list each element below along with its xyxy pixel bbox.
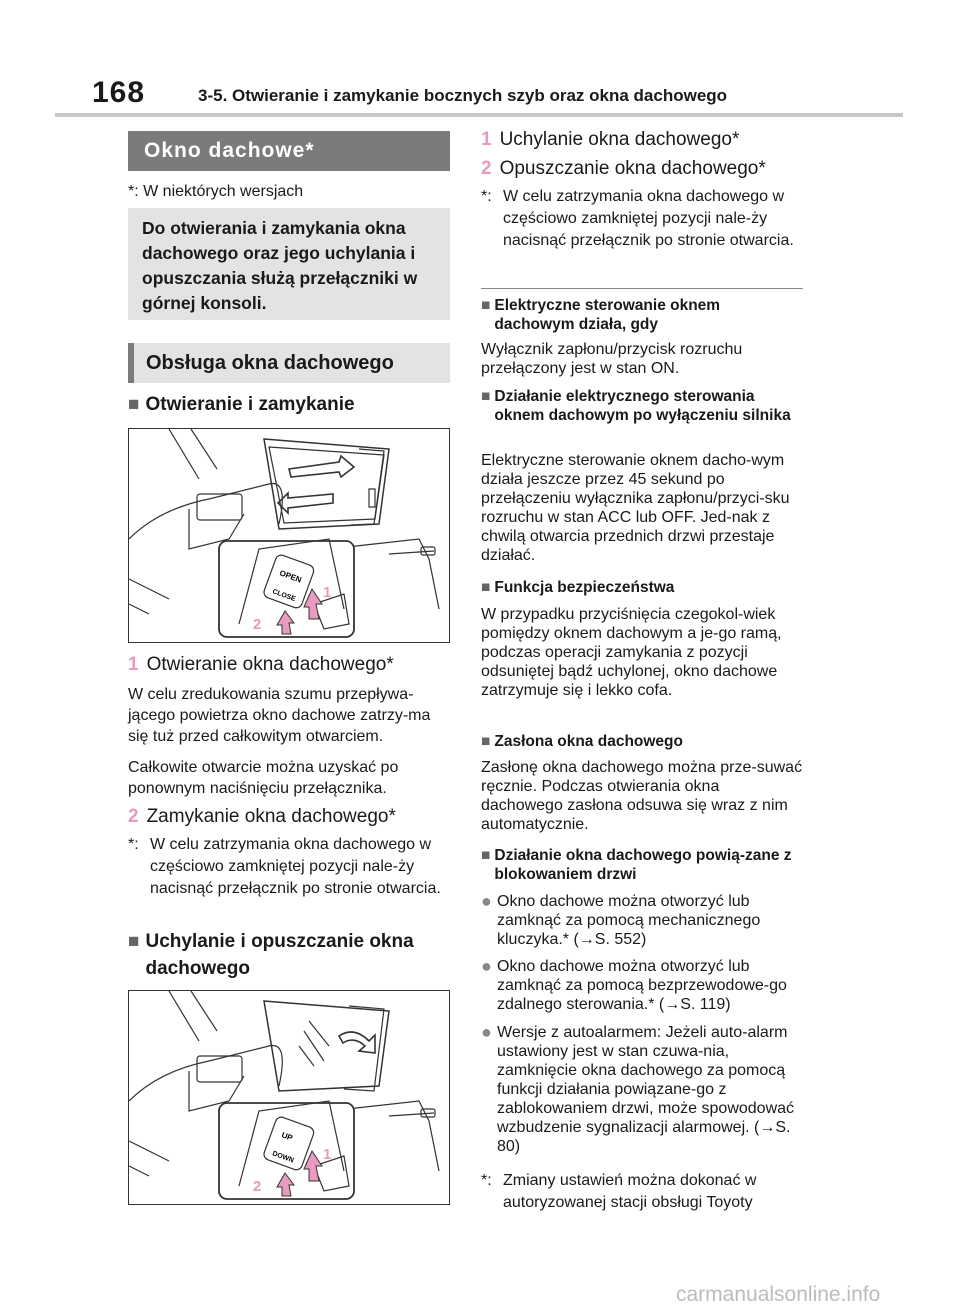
- up-label: UP: [280, 1130, 294, 1143]
- down-label: DOWN: [271, 1150, 295, 1165]
- callout-1: 1: [323, 1146, 332, 1163]
- watermark: carmanualsonline.info: [676, 1283, 881, 1306]
- note-text: W celu zatrzymania okna dachowego w częściowo zamkniętej pozycji nale-ży nacisnąć przełącznik po stronie otwarcia.: [503, 188, 794, 249]
- close-label: CLOSE: [271, 588, 297, 604]
- intro-box: Do otwierania i zamykania okna dachowego oraz jego uchylania i opuszczania służą przełączniki w górnej konsoli.: [128, 208, 450, 320]
- note-text: Zmiany ustawień można dokonać w autoryzowanej stacji obsługi Toyoty: [503, 1172, 757, 1211]
- square-bullet-icon: ■: [481, 388, 491, 405]
- info-heading-after-engine-off: [481, 387, 803, 425]
- figure-open-close: [128, 428, 450, 643]
- info-heading-label: Funkcja bezpieczeństwa: [494, 579, 675, 596]
- step-number: 2: [128, 806, 139, 827]
- info-heading-label: Elektryczne sterowanie oknem dachowym działa, gdy: [494, 297, 721, 333]
- callout-1: 1: [323, 584, 332, 601]
- sunroof-console-illustration: [129, 429, 448, 641]
- figure-tilt: [128, 990, 450, 1205]
- sub-heading-label: Uchylanie i opuszczanie okna dachowego: [145, 931, 414, 979]
- step-number: 1: [128, 654, 139, 675]
- step-2-tilt-down: [481, 157, 803, 181]
- tilt-note: [481, 186, 803, 252]
- step-2-close: [128, 805, 396, 829]
- open-label: OPEN: [278, 568, 303, 585]
- step-number: 2: [481, 158, 492, 179]
- info-text-conditions: Wyłącznik zapłonu/przycisk rozruchu przełączony jest w stan ON.: [481, 341, 743, 377]
- info-heading-label: Zasłona okna dachowego: [494, 733, 683, 750]
- circle-bullet-icon: ●: [481, 1022, 492, 1042]
- circle-bullet-icon: ●: [481, 891, 492, 911]
- header-rule: [55, 113, 903, 117]
- note-mark: *:: [481, 1172, 492, 1189]
- info-heading-label: Działanie okna dachowego powią-zane z blokowaniem drzwi: [494, 847, 792, 883]
- step-label: Uchylanie okna dachowego*: [499, 129, 740, 150]
- step-number: 1: [481, 129, 492, 150]
- sub-heading-open-close: [128, 391, 450, 418]
- bullet-text: Okno dachowe można otworzyć lub zamknąć za pomocą mechanicznego kluczyka.* (→S. 552): [497, 893, 761, 948]
- bullet-wireless-remote: [481, 957, 803, 1014]
- callout-2: 2: [253, 1178, 262, 1195]
- step-1-paragraph-2: Całkowite otwarcie można uzyskać po ponownym naciśnięciu przełącznika.: [128, 759, 399, 797]
- section-title: Okno dachowe*: [128, 131, 450, 171]
- square-bullet-icon: ■: [481, 733, 491, 750]
- page-number: 168: [92, 76, 146, 109]
- step-1-paragraph-1: W celu zredukowania szumu przepływa-jącego powietrza okno dachowe zatrzy-ma się tuż przed całkowitym otwarciem.: [128, 686, 431, 745]
- column-rule: [481, 288, 803, 289]
- bullet-alarm: [481, 1023, 803, 1156]
- bullet-text: Wersje z autoalarmem: Jeżeli auto-alarm ustawiony jest w stan czuwa-nia, zamknięcie okna dachowego za pomocą funkcji działania powiązane-go z zablokowaniem drzwi, może spowodować wzbudzenie sygnalizacji alarmowej. (→S. 80): [497, 1024, 795, 1155]
- footnote: [481, 1170, 803, 1214]
- info-text-after-engine-off: Elektryczne sterowanie oknem dacho-wym działa jeszcze przez 45 sekund po przełączeniu wyłącznika zapłonu/przyci-sku rozruchu w stan ACC lub OFF. Jed-nak z chwilą otwarcia przednich drzwi przestaje działać.: [481, 452, 790, 564]
- sunroof-tilt-illustration: [129, 991, 448, 1203]
- subsection-title: Obsługa okna dachowego: [128, 343, 450, 383]
- step-1-open: [128, 653, 394, 677]
- square-bullet-icon: ■: [481, 579, 491, 596]
- note-mark: *:: [481, 188, 492, 205]
- step-label: Otwieranie okna dachowego*: [146, 654, 394, 675]
- asterisk-note: *: W niektórych wersjach: [128, 183, 304, 200]
- square-bullet-icon: ■: [481, 847, 491, 864]
- info-heading-conditions: [481, 296, 803, 334]
- bullet-mechanical-key: [481, 892, 803, 949]
- square-bullet-icon: ■: [128, 931, 140, 952]
- square-bullet-icon: ■: [128, 394, 140, 415]
- sub-heading-label: Otwieranie i zamykanie: [145, 394, 355, 415]
- chapter-title: 3-5. Otwieranie i zamykanie bocznych szyb oraz okna dachowego: [198, 86, 728, 105]
- step-1-tilt-up: [481, 128, 803, 152]
- info-heading-door-lock: [481, 846, 803, 884]
- step-label: Zamykanie okna dachowego*: [146, 806, 396, 827]
- bullet-text: Okno dachowe można otworzyć lub zamknąć za pomocą bezprzewodowe-go zdalnego sterowania.* (→S. 119): [497, 958, 787, 1013]
- info-text-shade: Zasłonę okna dachowego można prze-suwać ręcznie. Podczas otwierania okna dachowego zasłona odsuwa się wraz z nim automatycznie.: [481, 759, 803, 833]
- callout-2: 2: [253, 616, 262, 633]
- info-heading-shade: [481, 732, 803, 751]
- circle-bullet-icon: ●: [481, 956, 492, 976]
- info-text-safety: W przypadku przyciśnięcia czegokol-wiek pomiędzy oknem dachowym a je-go ramą, podczas operacji zamykania z pozycji odsuniętej bądź uchylonej, okno dachowe zatrzymuje się i lekko cofa.: [481, 606, 782, 699]
- note-mark: *:: [128, 836, 139, 853]
- square-bullet-icon: ■: [481, 297, 491, 314]
- sub-heading-tilt: [128, 928, 450, 982]
- info-heading-safety: [481, 578, 803, 597]
- info-heading-label: Działanie elektrycznego sterowania oknem dachowym po wyłączeniu silnika: [494, 388, 791, 424]
- step-label: Opuszczanie okna dachowego*: [499, 158, 766, 179]
- step-2-note: [128, 834, 450, 900]
- note-text: W celu zatrzymania okna dachowego w częściowo zamkniętej pozycji nale-ży nacisnąć przełącznik po stronie otwarcia.: [150, 836, 441, 897]
